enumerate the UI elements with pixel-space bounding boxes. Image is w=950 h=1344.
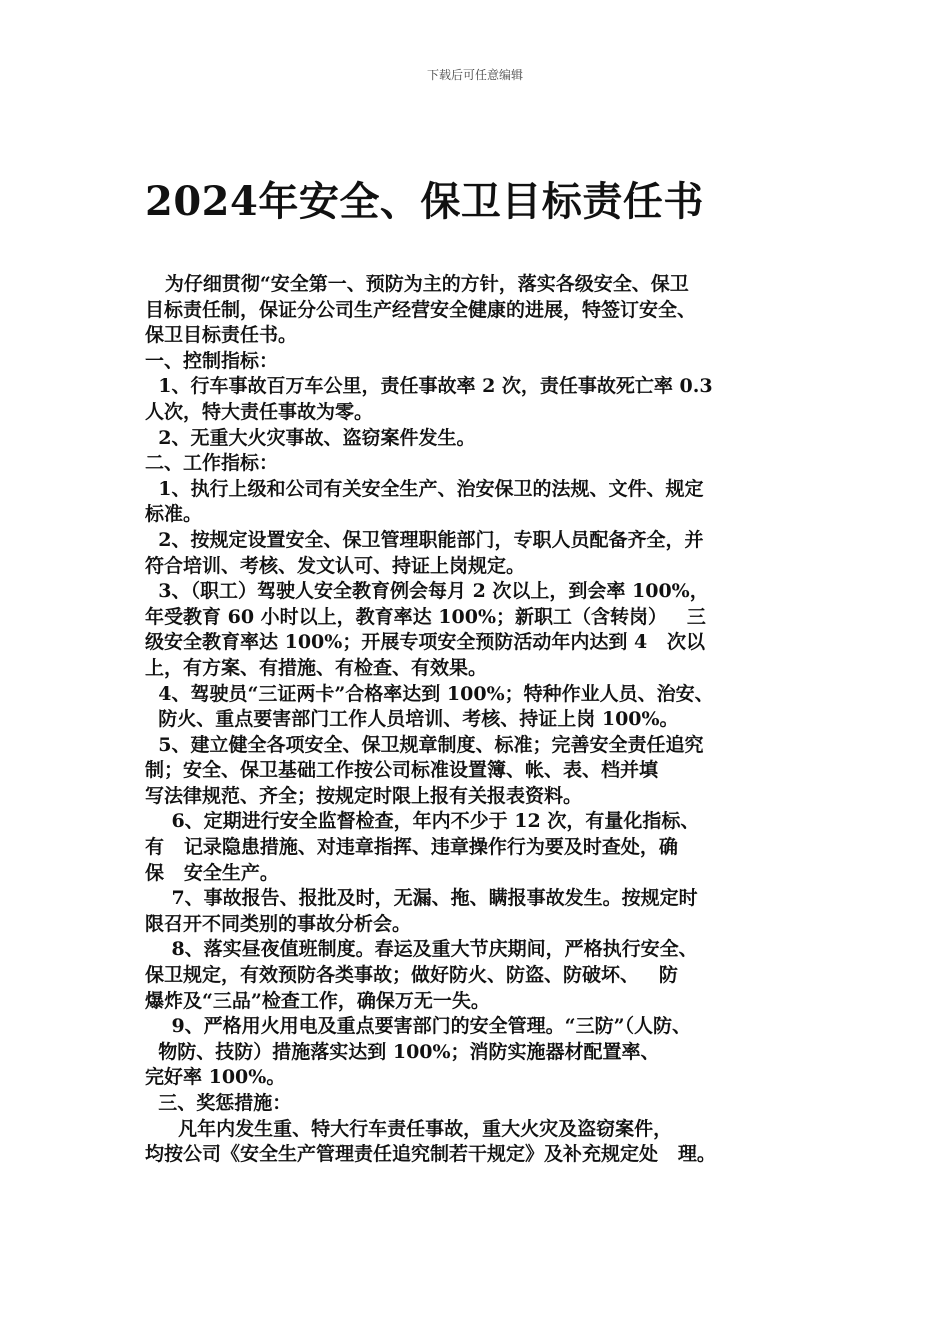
text-line: 4、驾驶员“三证两卡”合格率达到 100%；特种作业人员、治安、 xyxy=(145,682,714,705)
text-line: 均按公司《安全生产管理责任追究制若干规定》及补充规定处 理。 xyxy=(145,1143,716,1166)
text-line: 2、按规定设置安全、保卫管理职能部门，专职人员配备齐全，并 xyxy=(145,528,704,551)
document-title: 2024年安全、保卫目标责任书 xyxy=(145,178,704,225)
text-line: 6、定期进行安全监督检查，年内不少于 12 次，有量化指标、 xyxy=(145,810,700,833)
text-line: 保 安全生产。 xyxy=(145,861,279,884)
text-line: 一、控制指标： xyxy=(145,349,279,372)
text-line: 有 记录隐患措施、对违章指挥、违章操作行为要及时查处，确 xyxy=(145,836,678,859)
text-line: 写法律规范、齐全；按规定时限上报有关报表资料。 xyxy=(145,784,583,807)
text-line: 完好率 100%。 xyxy=(145,1066,286,1089)
text-line: 为仔细贯彻“安全第一、预防为主的方针，落实各级安全、保卫 xyxy=(145,273,689,295)
text-line: 3、（职工）驾驶人安全教育例会每月 2 次以上，到会率 100%， xyxy=(145,580,709,603)
text-line: 2、无重大火灾事故、盗窃案件发生。 xyxy=(145,426,476,449)
text-line: 7、事故报告、报批及时，无漏、拖、瞒报事故发生。按规定时 xyxy=(145,887,698,910)
text-line: 年受教育 60 小时以上，教育率达 100%；新职工（含转岗） 三 xyxy=(145,605,706,628)
text-line: 凡年内发生重、特大行车责任事故，重大火灾及盗窃案件， xyxy=(145,1117,673,1140)
text-line: 保卫目标责任书。 xyxy=(145,324,298,347)
text-line: 级安全教育率达 100%；开展专项安全预防活动年内达到 4 次以 xyxy=(145,631,706,654)
text-line: 目标责任制，保证分公司生产经营安全健康的进展，特签订安全、 xyxy=(145,298,697,321)
header-note: 下载后可任意编辑 xyxy=(426,68,523,82)
text-line: 人次，特大责任事故为零。 xyxy=(145,400,374,423)
text-line: 符合培训、考核、发文认可、持证上岗规定。 xyxy=(145,554,526,577)
text-line: 三、奖惩措施： xyxy=(145,1092,292,1114)
text-line: 二、工作指标： xyxy=(145,452,279,475)
text-line: 1、执行上级和公司有关安全生产、治安保卫的法规、文件、规定 xyxy=(145,477,704,500)
text-line: 保卫规定，有效预防各类事故；做好防火、防盗、防破坏、 防 xyxy=(145,964,678,987)
text-line: 9、严格用火用电及重点要害部门的安全管理。“三防”（人防、 xyxy=(145,1015,692,1038)
text-line: 1、行车事故百万车公里，责任事故率 2 次，责任事故死亡率 0.3 xyxy=(145,375,713,398)
text-line: 标准。 xyxy=(145,503,203,526)
text-line: 防火、重点要害部门工作人员培训、考核、持证上岗 100%。 xyxy=(145,708,679,731)
text-line: 爆炸及“三品”检查工作，确保万无一失。 xyxy=(145,989,490,1012)
text-line: 上，有方案、有措施、有检查、有效果。 xyxy=(145,656,488,679)
text-line: 限召开不同类别的事故分析会。 xyxy=(145,912,412,935)
document-body xyxy=(145,272,815,1168)
text-line: 5、建立健全各项安全、保卫规章制度、标准；完善安全责任追究 xyxy=(145,733,704,756)
text-line: 制；安全、保卫基础工作按公司标准设置簿、帐、表、档并填 xyxy=(145,759,659,782)
text-line: 8、落实昼夜值班制度。春运及重大节庆期间，严格执行安全、 xyxy=(145,938,698,961)
text-line: 物防、技防）措施落实达到 100%；消防实施器材配置率、 xyxy=(145,1040,660,1063)
